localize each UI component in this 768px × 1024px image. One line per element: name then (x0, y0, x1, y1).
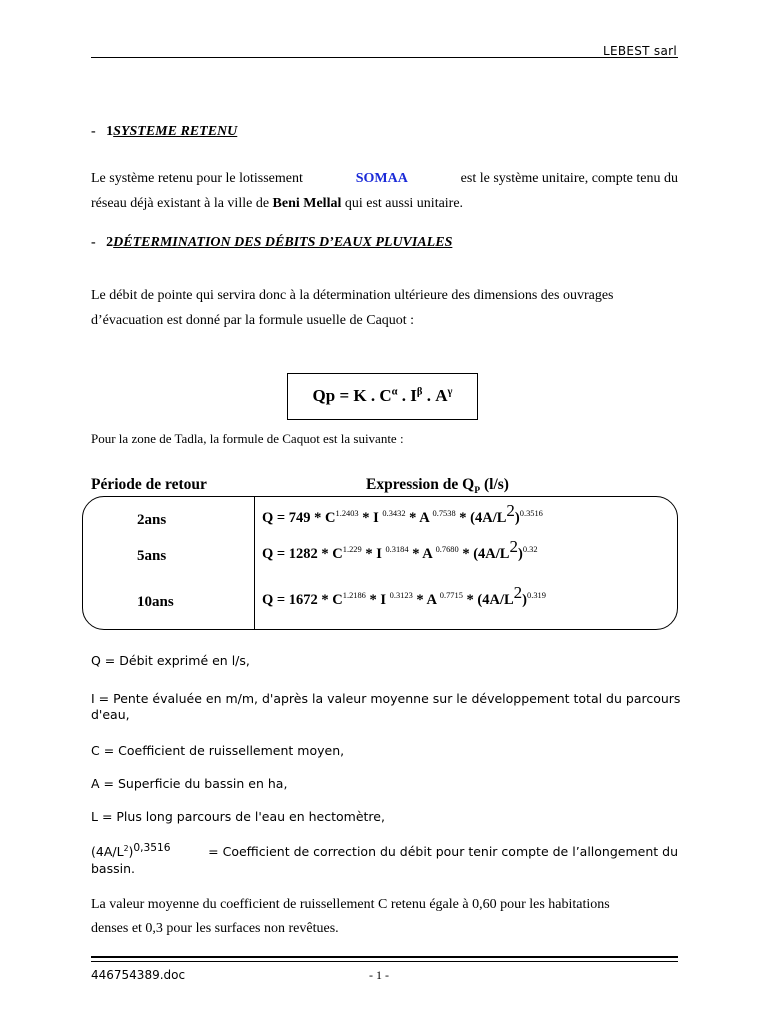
row-a-exp: 0.7538 (432, 509, 456, 519)
somaa-name: SOMAA (355, 171, 408, 186)
table-row-period: 2ans (137, 512, 167, 528)
definition-i-line1: I = Pente évaluée en m/m, d'après la valeur moyenne sur le développement total du parcours (91, 691, 681, 706)
tadla-text: Pour la zone de Tadla, la formule de Caquot est la suivante : (91, 431, 404, 446)
section1-number: 1 (106, 124, 114, 139)
formula-i: . I (397, 386, 417, 405)
header-company: LEBEST sarl (602, 44, 677, 58)
table-header-expr-sub: P (474, 485, 481, 497)
section1-dash: - (91, 124, 96, 139)
section1-line2-after: qui est aussi unitaire. (344, 196, 464, 211)
table-row-expression (262, 583, 546, 609)
section1-text-before: Le système retenu pour le lotissement (91, 171, 303, 186)
formula-gamma: γ (447, 386, 453, 398)
definition-i (91, 691, 681, 723)
section1-line2-before: réseau déjà existant à la ville de (91, 196, 270, 211)
final-line2: denses et 0,3 pour les surfaces non revêtues. (91, 921, 339, 936)
table-header-period: Période de retour (91, 476, 207, 493)
header-rule (91, 57, 678, 58)
table-row-period: 10ans (137, 594, 174, 610)
footer-page-number: - 1 - (369, 968, 389, 982)
table-header-expr-unit: (l/s) (480, 476, 509, 493)
row-f-close: ) (514, 510, 520, 526)
row-i: * I (365, 592, 390, 608)
row-i-exp: 0.3123 (389, 591, 413, 601)
correction-term (91, 840, 171, 860)
corr-text: = Coefficient de correction du débit pour tenir compte de l’allongement du (208, 844, 678, 859)
definition-correction (91, 840, 678, 877)
section1-title: SYSTEME RETENU (113, 124, 238, 139)
section2-title: DÉTERMINATION DES DÉBITS D’EAUX PLUVIALES (113, 235, 453, 250)
section1-line2 (91, 196, 463, 212)
footer-filename: 446754389.doc (91, 968, 186, 982)
table-row-expression (262, 501, 543, 527)
caquot-formula-box (287, 373, 478, 420)
table-row-expression (262, 537, 538, 563)
corr-base: (4A/L (91, 844, 124, 859)
section2-heading (91, 235, 452, 251)
row-q: Q = 749 * C (262, 510, 336, 526)
definition-a: A = Superficie du bassin en ha, (91, 776, 288, 791)
row-f-sq: 2 (506, 501, 515, 521)
row-f-sq: 2 (509, 537, 518, 557)
row-a: * A (412, 592, 440, 608)
formula-alpha: α (391, 386, 398, 398)
row-c-exp: 1.2186 (342, 591, 366, 601)
row-q: Q = 1672 * C (262, 592, 343, 608)
row-i: * I (361, 546, 386, 562)
table-header-expression (366, 476, 509, 497)
definition-correction-line2: bassin. (91, 861, 135, 876)
section2-line1: Le débit de pointe qui servira donc à la détermination ultérieure des dimensions des ouvrages (91, 288, 614, 303)
city-name: Beni Mellal (272, 196, 342, 211)
row-a-exp: 0.7680 (435, 545, 459, 555)
section1-line1 (91, 171, 678, 187)
table-row-period: 5ans (137, 548, 167, 564)
final-line1: La valeur moyenne du coefficient de ruissellement C retenu égale à 0,60 pour les habitations (91, 897, 610, 912)
row-f-close: ) (517, 546, 523, 562)
definition-c: C = Coefficient de ruissellement moyen, (91, 743, 345, 758)
caquot-table-divider (254, 496, 255, 630)
corr-close: ) (128, 844, 134, 859)
definition-i-line2: d'eau, (91, 707, 130, 722)
footer-rule-thick (91, 956, 678, 958)
corr-sq: 2 (123, 843, 129, 853)
row-i-exp: 0.3432 (382, 509, 406, 519)
row-i-exp: 0.3184 (385, 545, 409, 555)
formula-beta: β (416, 386, 423, 398)
row-f-exp: 0.3516 (519, 509, 543, 519)
row-f-exp: 0.32 (522, 545, 538, 555)
corr-exp: 0,3516 (133, 840, 171, 854)
section2-number: 2 (106, 235, 114, 250)
row-c-exp: 1.229 (342, 545, 362, 555)
row-f-close: ) (522, 592, 528, 608)
formula-lhs: Qp = K . C (312, 386, 392, 405)
row-f-exp: 0.319 (527, 591, 546, 601)
definition-l: L = Plus long parcours de l'eau en hectomètre, (91, 809, 385, 824)
row-a: * A (408, 546, 436, 562)
row-f-sq: 2 (513, 583, 523, 603)
row-f: * (4A/L (462, 592, 514, 608)
formula-a: . A (422, 386, 448, 405)
caquot-formula (288, 386, 477, 406)
row-f: * (4A/L (455, 510, 507, 526)
section2-dash: - (91, 235, 96, 250)
row-a: * A (405, 510, 433, 526)
row-i: * I (358, 510, 383, 526)
footer-rule-thin (91, 961, 678, 962)
section1-text-after: est le système unitaire, compte tenu du (460, 171, 678, 186)
row-q: Q = 1282 * C (262, 546, 343, 562)
definition-correction-line1 (91, 840, 678, 860)
section2-line2: d’évacuation est donné par la formule usuelle de Caquot : (91, 313, 415, 328)
row-f: * (4A/L (458, 546, 510, 562)
row-a-exp: 0.7715 (439, 591, 463, 601)
table-header-expr-label: Expression de Q (366, 476, 475, 493)
section1-heading (91, 124, 237, 140)
row-c-exp: 1.2403 (335, 509, 359, 519)
definition-q: Q = Débit exprimé en l/s, (91, 653, 250, 668)
